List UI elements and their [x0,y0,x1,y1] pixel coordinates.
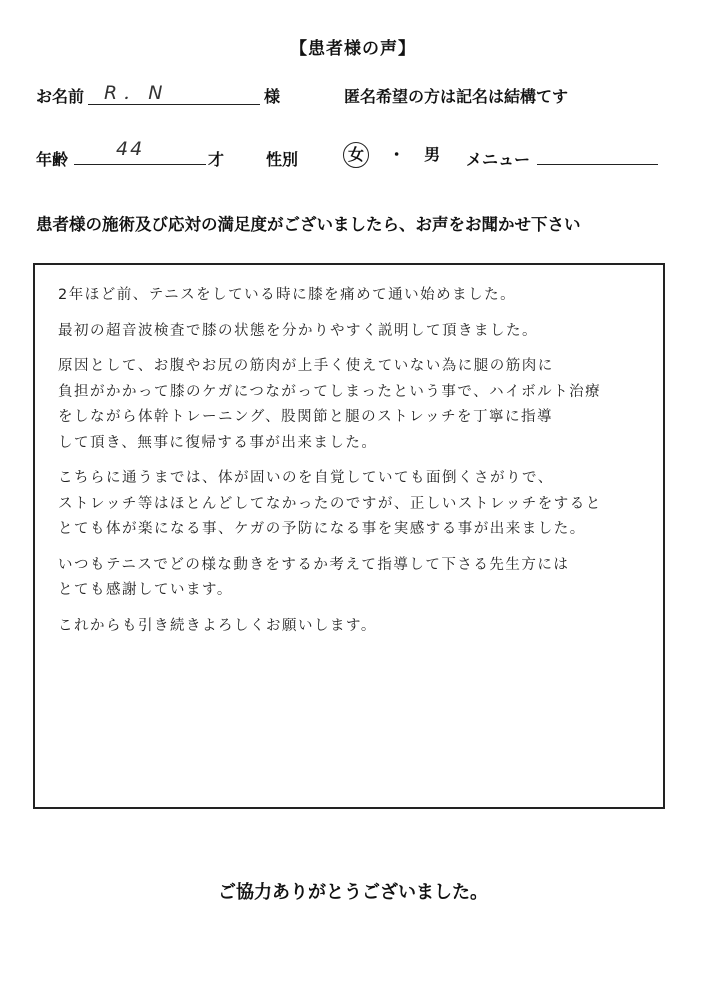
comment-line: 負担がかかって膝のケガにつながってしまったという事で、ハイボルト治療 [58,383,602,400]
gender-female-selected: 女 [343,142,369,168]
satisfaction-prompt: 患者様の施術及び応対の満足度がございましたら、お声をお聞かせ下さい [36,215,581,234]
name-value: R．N [104,82,169,104]
comment-line: 最初の超音波検査で膝の状態を分かりやすく説明して頂きました。 [58,322,538,339]
comment-line: いつもテニスでどの様な動きをするか考えて指導して下さる先生方には [58,556,570,573]
menu-label: メニュー [466,150,531,169]
comment-paragraph [58,283,652,309]
comment-line: とても体が楽になる事、ケガの予防になる事を実感する事が出来ました。 [58,521,586,537]
comment-text [58,283,652,649]
comment-line: ストレッチ等はほとんどしてなかったのですが、正しいストレッチをすると [58,495,602,512]
comment-paragraph [58,466,652,543]
age-field [74,138,206,165]
gender-label: 性別 [266,150,299,169]
age-value: 44 [116,138,145,160]
anonymous-note: 匿名希望の方は記名は結構てす [344,87,569,106]
age-suffix: 才 [208,150,225,169]
gender-options [343,142,440,168]
comment-line: をしながら体幹トレーニング、股関節と腿のストレッチを丁寧に指導 [58,409,553,425]
comment-paragraph [58,553,652,604]
name-suffix: 様 [264,87,281,106]
thank-you-footer: ご協力ありがとうございました。 [218,882,488,903]
comment-paragraph [58,319,652,345]
gender-separator: ・ [388,145,405,164]
comment-line: 2年ほど前、テニスをしている時に膝を痛めて通い始めました。 [58,287,517,303]
comment-paragraph [58,614,652,640]
comment-line: こちらに通うまでは、体が固いのを自覚していても面倒くさがりで、 [58,470,554,486]
comment-line: これからも引き続きよろしくお願いします。 [58,617,377,634]
gender-male: 男 [424,145,441,164]
form-title: 【患者様の声】 [290,39,416,59]
name-label: お名前 [36,87,85,106]
comment-line: して頂き、無事に復帰する事が出来ました。 [58,434,378,451]
name-field [88,80,260,105]
comment-line: 原因として、お腹やお尻の筋肉が上手く使えていない為に腿の筋肉に [58,358,554,374]
comment-line: とても感謝しています。 [58,582,233,598]
comment-paragraph [58,354,652,456]
menu-field [537,144,658,165]
age-label: 年齢 [36,150,69,169]
